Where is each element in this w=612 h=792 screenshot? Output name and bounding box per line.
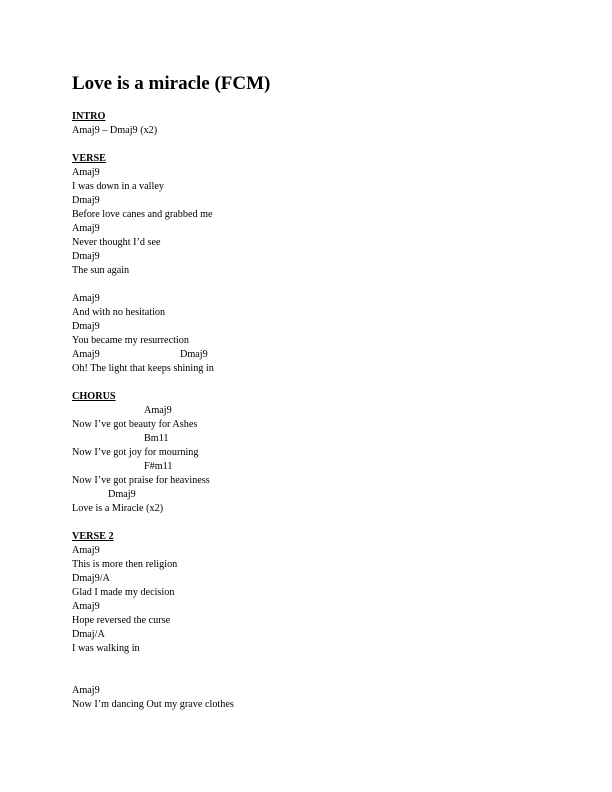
lyric-line: Now I’m dancing Out my grave clothes xyxy=(72,699,234,710)
chord-line xyxy=(72,488,572,502)
lyric-line: I was walking in xyxy=(72,643,140,654)
lyric-line: Oh! The light that keeps shining in xyxy=(72,363,214,374)
chord: F#m11 xyxy=(144,461,173,472)
chord-line: Amaj9 xyxy=(72,223,100,234)
lyric-line: You became my resurrection xyxy=(72,335,189,346)
lyric-line: Now I’ve got praise for heaviness xyxy=(72,475,210,486)
lyric-line: This is more then religion xyxy=(72,559,178,570)
chord-line: Amaj9 xyxy=(72,167,100,178)
chord-line xyxy=(72,404,572,418)
spacer xyxy=(72,516,572,530)
chord-line: Amaj9 xyxy=(72,685,100,696)
chord: Bm11 xyxy=(144,433,169,444)
lyric-line: And with no hesitation xyxy=(72,307,166,318)
chord-line: Amaj9 xyxy=(72,601,100,612)
chord: Dmaj9 xyxy=(108,489,136,500)
spacer xyxy=(72,656,572,670)
lyric-line: Hope reversed the curse xyxy=(72,615,171,626)
lyric-line: The sun again xyxy=(72,265,130,276)
spacer xyxy=(72,278,572,292)
chord-line: Dmaj9/A xyxy=(72,573,110,584)
chorus-heading: CHORUS xyxy=(72,391,116,402)
chord-line: Amaj9 xyxy=(72,545,100,556)
spacer xyxy=(72,376,572,390)
lyric-line: Glad I made my decision xyxy=(72,587,175,598)
spacer xyxy=(72,96,572,110)
chord-line xyxy=(72,460,572,474)
lyric-line: Love is a Miracle (x2) xyxy=(72,503,164,514)
chord-line: Amaj9 xyxy=(72,293,100,304)
spacer xyxy=(72,670,572,684)
verse-heading: VERSE xyxy=(72,153,106,164)
song-title: Love is a miracle (FCM) xyxy=(72,73,271,94)
intro-chords: Amaj9 – Dmaj9 (x2) xyxy=(72,125,158,136)
song-sheet xyxy=(72,72,572,712)
chord-line xyxy=(72,348,572,362)
chord-line: Dmaj9 xyxy=(72,251,100,262)
lyric-line: Now I’ve got beauty for Ashes xyxy=(72,419,198,430)
chord-line: Dmaj/A xyxy=(72,629,105,640)
chord: Amaj9 xyxy=(144,405,172,416)
lyric-line: Now I’ve got joy for mourning xyxy=(72,447,199,458)
verse2-heading: VERSE 2 xyxy=(72,531,114,542)
lyric-line: Never thought I’d see xyxy=(72,237,161,248)
lyric-line: I was down in a valley xyxy=(72,181,164,192)
chord: Amaj9 xyxy=(72,349,100,360)
intro-heading: INTRO xyxy=(72,111,106,122)
chord-line: Dmaj9 xyxy=(72,195,100,206)
chord-line: Dmaj9 xyxy=(72,321,100,332)
chord-line xyxy=(72,432,572,446)
chord: Dmaj9 xyxy=(180,349,208,360)
spacer xyxy=(72,138,572,152)
lyric-line: Before love canes and grabbed me xyxy=(72,209,213,220)
